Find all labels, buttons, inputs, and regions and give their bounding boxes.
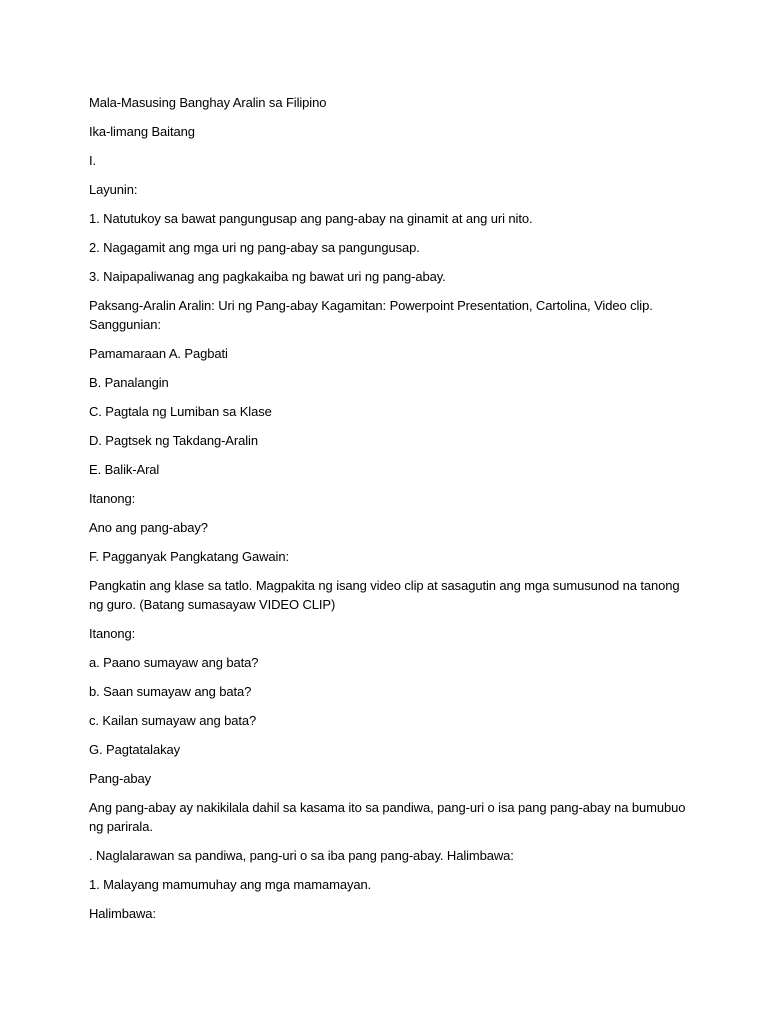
procedure-step: C. Pagtala ng Lumiban sa Klase — [89, 404, 272, 419]
procedure-step: E. Balik-Aral — [89, 462, 160, 477]
objective-item: 2. Nagagamit ang mga uri ng pang-abay sa pangungusap. — [89, 240, 420, 255]
procedure-step: B. Panalangin — [89, 375, 169, 390]
section-number: I. — [89, 153, 97, 168]
objectives-heading: Layunin: — [89, 182, 138, 197]
description: . Naglalarawan sa pandiwa, pang-uri o sa iba pang pang-abay. Halimbawa: — [89, 848, 514, 863]
topic-heading: Pang-abay — [89, 771, 151, 786]
grade-level: Ika-limang Baitang — [89, 124, 195, 139]
definition: Ang pang-abay ay nakikilala dahil sa kasama ito sa pandiwa, pang-uri o isa pang pang-abay na bumubuo ng parirala. — [89, 800, 686, 834]
activity-instructions: Pangkatin ang klase sa tatlo. Magpakita ng isang video clip at sasagutin ang mga sumusunod na tanong ng guro. (Batang sumasayaw VIDEO CLIP) — [89, 578, 680, 612]
procedure-step: Pamamaraan A. Pagbati — [89, 346, 228, 361]
procedure-step: F. Pagganyak Pangkatang Gawain: — [89, 549, 289, 564]
example-label: Halimbawa: — [89, 906, 156, 921]
question: a. Paano sumayaw ang bata? — [89, 655, 259, 670]
question: Ano ang pang-abay? — [89, 520, 208, 535]
ask-label: Itanong: — [89, 491, 136, 506]
example-item: 1. Malayang mamumuhay ang mga mamamayan. — [89, 877, 372, 892]
question: b. Saan sumayaw ang bata? — [89, 684, 252, 699]
objective-item: 3. Naipapaliwanag ang pagkakaiba ng bawat uri ng pang-abay. — [89, 269, 446, 284]
subject-matter: Paksang-Aralin Aralin: Uri ng Pang-abay Kagamitan: Powerpoint Presentation, Cartolina, Video clip. Sanggunian: — [89, 298, 653, 332]
procedure-step: D. Pagtsek ng Takdang-Aralin — [89, 433, 258, 448]
ask-label: Itanong: — [89, 626, 136, 641]
procedure-step: G. Pagtatalakay — [89, 742, 180, 757]
document-title: Mala-Masusing Banghay Aralin sa Filipino — [89, 95, 327, 110]
question: c. Kailan sumayaw ang bata? — [89, 713, 257, 728]
document-body — [89, 93, 689, 933]
objective-item: 1. Natutukoy sa bawat pangungusap ang pang-abay na ginamit at ang uri nito. — [89, 211, 533, 226]
